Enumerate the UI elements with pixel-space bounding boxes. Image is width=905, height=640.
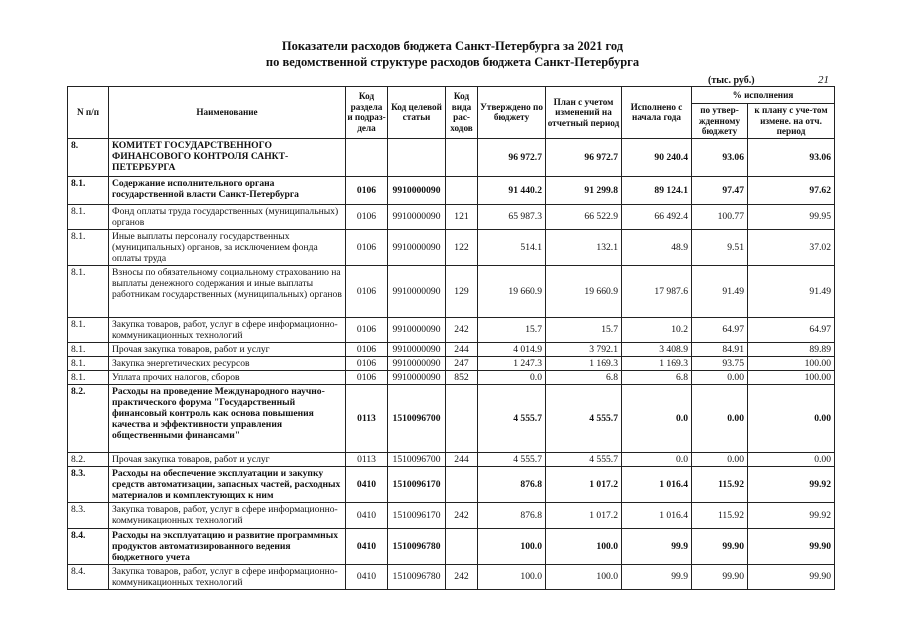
row-name-cell: Закупка товаров, работ, услуг в сфере информационно-коммуникационных технологий [109, 317, 346, 342]
plan-value-cell: 91 299.8 [546, 176, 622, 204]
pct-plan-cell: 37.02 [748, 229, 835, 265]
target-code-cell: 9910000090 [388, 317, 446, 342]
pct-plan-cell: 89.89 [748, 342, 835, 356]
vid-code-cell [446, 528, 478, 564]
executed-value-cell: 17 987.6 [622, 265, 692, 317]
razdel-code-cell: 0106 [346, 317, 388, 342]
pct-plan-cell: 100.00 [748, 370, 835, 384]
target-code-cell [388, 138, 446, 176]
target-code-cell: 9910000090 [388, 265, 446, 317]
row-name-cell: Взносы по обязательному социальному страхованию на выплаты денежного содержания и иные выплаты работникам государственных (муниципальных) органов [109, 265, 346, 317]
table-row [68, 370, 835, 384]
row-number-cell: 8.1. [68, 176, 109, 204]
razdel-code-cell: 0106 [346, 370, 388, 384]
pct-plan-cell: 99.92 [748, 466, 835, 502]
pct-plan-cell: 93.06 [748, 138, 835, 176]
pct-plan-cell: 99.92 [748, 502, 835, 528]
col-target-header: Код целевой статьи [388, 87, 446, 139]
row-name-cell: Расходы на проведение Международного научно-практического форума "Государственный финансовый контроль как основа повышения качества и эффективности управления общественными финансами" [109, 384, 346, 452]
target-code-cell: 9910000090 [388, 204, 446, 229]
target-code-cell: 1510096780 [388, 564, 446, 589]
executed-value-cell: 89 124.1 [622, 176, 692, 204]
razdel-code-cell: 0106 [346, 204, 388, 229]
pct-plan-cell: 99.90 [748, 564, 835, 589]
razdel-code-cell: 0410 [346, 466, 388, 502]
target-code-cell: 1510096170 [388, 466, 446, 502]
pct-approved-cell: 84.91 [692, 342, 748, 356]
table-row [68, 342, 835, 356]
pct-plan-cell: 64.97 [748, 317, 835, 342]
razdel-code-cell: 0106 [346, 176, 388, 204]
row-number-cell: 8.1. [68, 356, 109, 370]
pct-approved-cell: 115.92 [692, 502, 748, 528]
pct-approved-cell: 0.00 [692, 384, 748, 452]
row-number-cell: 8. [68, 138, 109, 176]
approved-value-cell: 65 987.3 [478, 204, 546, 229]
pct-approved-cell: 115.92 [692, 466, 748, 502]
approved-value-cell: 876.8 [478, 466, 546, 502]
pct-plan-cell: 0.00 [748, 384, 835, 452]
col-razdel-header: Код раздела и подраз-дела [346, 87, 388, 139]
plan-value-cell: 3 792.1 [546, 342, 622, 356]
col-pct-group-header: % исполнения [692, 87, 835, 104]
page-number: 21 [818, 74, 829, 86]
pct-approved-cell: 97.47 [692, 176, 748, 204]
executed-value-cell: 90 240.4 [622, 138, 692, 176]
approved-value-cell: 91 440.2 [478, 176, 546, 204]
plan-value-cell: 66 522.9 [546, 204, 622, 229]
plan-value-cell: 4 555.7 [546, 452, 622, 466]
row-number-cell: 8.4. [68, 564, 109, 589]
table-row [68, 138, 835, 176]
plan-value-cell: 100.0 [546, 528, 622, 564]
executed-value-cell: 1 016.4 [622, 502, 692, 528]
razdel-code-cell: 0106 [346, 342, 388, 356]
row-name-cell: Прочая закупка товаров, работ и услуг [109, 342, 346, 356]
pct-approved-cell: 99.90 [692, 528, 748, 564]
pct-plan-cell: 99.95 [748, 204, 835, 229]
vid-code-cell: 242 [446, 502, 478, 528]
approved-value-cell: 876.8 [478, 502, 546, 528]
row-name-cell: Расходы на эксплуатацию и развитие программных продуктов автоматизированного ведения бюджетного учета [109, 528, 346, 564]
table-row [68, 265, 835, 317]
plan-value-cell: 4 555.7 [546, 384, 622, 452]
plan-value-cell: 1 017.2 [546, 466, 622, 502]
executed-value-cell: 99.9 [622, 528, 692, 564]
target-code-cell: 1510096700 [388, 384, 446, 452]
vid-code-cell [446, 138, 478, 176]
razdel-code-cell: 0106 [346, 356, 388, 370]
pct-plan-cell: 91.49 [748, 265, 835, 317]
row-name-cell: Закупка энергетических ресурсов [109, 356, 346, 370]
target-code-cell: 9910000090 [388, 229, 446, 265]
col-pct-plan-header: к плану с уче-том измене. на отч. период [748, 104, 835, 139]
table-row [68, 502, 835, 528]
plan-value-cell: 96 972.7 [546, 138, 622, 176]
row-name-cell: Закупка товаров, работ, услуг в сфере информационно-коммуникационных технологий [109, 502, 346, 528]
row-number-cell: 8.1. [68, 342, 109, 356]
approved-value-cell: 4 014.9 [478, 342, 546, 356]
vid-code-cell: 129 [446, 265, 478, 317]
row-name-cell: Расходы на обеспечение эксплуатации и закупку средств автоматизации, запасных частей, расходных материалов и комплектующих к ним [109, 466, 346, 502]
col-vid-header: Код вида рас-ходов [446, 87, 478, 139]
vid-code-cell: 247 [446, 356, 478, 370]
executed-value-cell: 0.0 [622, 384, 692, 452]
row-name-cell: КОМИТЕТ ГОСУДАРСТВЕННОГО ФИНАНСОВОГО КОНТРОЛЯ САНКТ-ПЕТЕРБУРГА [109, 138, 346, 176]
col-no-header: N п/п [68, 87, 109, 139]
razdel-code-cell [346, 138, 388, 176]
target-code-cell: 9910000090 [388, 176, 446, 204]
vid-code-cell: 121 [446, 204, 478, 229]
plan-value-cell: 15.7 [546, 317, 622, 342]
row-number-cell: 8.1. [68, 204, 109, 229]
row-name-cell: Уплата прочих налогов, сборов [109, 370, 346, 384]
row-name-cell: Содержание исполнительного органа государственной власти Санкт-Петербурга [109, 176, 346, 204]
razdel-code-cell: 0113 [346, 452, 388, 466]
row-number-cell: 8.1. [68, 265, 109, 317]
target-code-cell: 9910000090 [388, 342, 446, 356]
approved-value-cell: 19 660.9 [478, 265, 546, 317]
target-code-cell: 1510096700 [388, 452, 446, 466]
razdel-code-cell: 0106 [346, 265, 388, 317]
razdel-code-cell: 0113 [346, 384, 388, 452]
col-pct-approved-header: по утвер-жденному бюджету [692, 104, 748, 139]
col-approved-header: Утверждено по бюджету [478, 87, 546, 139]
row-number-cell: 8.4. [68, 528, 109, 564]
executed-value-cell: 48.9 [622, 229, 692, 265]
plan-value-cell: 1 017.2 [546, 502, 622, 528]
target-code-cell: 9910000090 [388, 356, 446, 370]
units-label: (тыс. руб.) [708, 75, 755, 86]
pct-approved-cell: 100.77 [692, 204, 748, 229]
table-row [68, 384, 835, 452]
approved-value-cell: 1 247.3 [478, 356, 546, 370]
vid-code-cell: 242 [446, 317, 478, 342]
approved-value-cell: 15.7 [478, 317, 546, 342]
pct-approved-cell: 0.00 [692, 452, 748, 466]
table-body [68, 138, 835, 589]
vid-code-cell: 852 [446, 370, 478, 384]
approved-value-cell: 514.1 [478, 229, 546, 265]
executed-value-cell: 1 169.3 [622, 356, 692, 370]
table-row [68, 176, 835, 204]
executed-value-cell: 3 408.9 [622, 342, 692, 356]
plan-value-cell: 100.0 [546, 564, 622, 589]
row-name-cell: Фонд оплаты труда государственных (муниципальных) органов [109, 204, 346, 229]
row-number-cell: 8.1. [68, 229, 109, 265]
table-row [68, 356, 835, 370]
pct-plan-cell: 0.00 [748, 452, 835, 466]
plan-value-cell: 1 169.3 [546, 356, 622, 370]
row-number-cell: 8.3. [68, 466, 109, 502]
col-name-header: Наименование [109, 87, 346, 139]
table-row [68, 229, 835, 265]
vid-code-cell: 242 [446, 564, 478, 589]
executed-value-cell: 99.9 [622, 564, 692, 589]
approved-value-cell: 100.0 [478, 528, 546, 564]
row-number-cell: 8.3. [68, 502, 109, 528]
executed-value-cell: 10.2 [622, 317, 692, 342]
pct-plan-cell: 97.62 [748, 176, 835, 204]
row-number-cell: 8.2. [68, 452, 109, 466]
executed-value-cell: 6.8 [622, 370, 692, 384]
executed-value-cell: 66 492.4 [622, 204, 692, 229]
vid-code-cell: 122 [446, 229, 478, 265]
approved-value-cell: 0.0 [478, 370, 546, 384]
plan-value-cell: 132.1 [546, 229, 622, 265]
razdel-code-cell: 0410 [346, 528, 388, 564]
col-executed-header: Исполнено с начала года [622, 87, 692, 139]
table-row [68, 204, 835, 229]
target-code-cell: 1510096170 [388, 502, 446, 528]
plan-value-cell: 19 660.9 [546, 265, 622, 317]
document-title-line-2: по ведомственной структуре расходов бюджета Санкт-Петербурга [265, 55, 640, 69]
col-plan-header: План с учетом изменений на отчетный период [546, 87, 622, 139]
executed-value-cell: 1 016.4 [622, 466, 692, 502]
pct-approved-cell: 0.00 [692, 370, 748, 384]
pct-approved-cell: 99.90 [692, 564, 748, 589]
vid-code-cell [446, 176, 478, 204]
row-number-cell: 8.2. [68, 384, 109, 452]
vid-code-cell: 244 [446, 342, 478, 356]
row-number-cell: 8.1. [68, 317, 109, 342]
target-code-cell: 9910000090 [388, 370, 446, 384]
plan-value-cell: 6.8 [546, 370, 622, 384]
pct-plan-cell: 100.00 [748, 356, 835, 370]
razdel-code-cell: 0410 [346, 564, 388, 589]
row-name-cell: Иные выплаты персоналу государственных (муниципальных) органов, за исключением фонда оплаты труда [109, 229, 346, 265]
row-name-cell: Закупка товаров, работ, услуг в сфере информационно-коммуникационных технологий [109, 564, 346, 589]
row-number-cell: 8.1. [68, 370, 109, 384]
pct-plan-cell: 99.90 [748, 528, 835, 564]
pct-approved-cell: 91.49 [692, 265, 748, 317]
approved-value-cell: 4 555.7 [478, 384, 546, 452]
pct-approved-cell: 9.51 [692, 229, 748, 265]
approved-value-cell: 100.0 [478, 564, 546, 589]
table-row [68, 564, 835, 589]
razdel-code-cell: 0410 [346, 502, 388, 528]
table-header [68, 87, 835, 139]
table-row [68, 452, 835, 466]
approved-value-cell: 4 555.7 [478, 452, 546, 466]
row-name-cell: Прочая закупка товаров, работ и услуг [109, 452, 346, 466]
vid-code-cell [446, 384, 478, 452]
table-row [68, 317, 835, 342]
razdel-code-cell: 0106 [346, 229, 388, 265]
approved-value-cell: 96 972.7 [478, 138, 546, 176]
document-title-line-1: Показатели расходов бюджета Санкт-Петербурга за 2021 год [281, 39, 624, 53]
vid-code-cell: 244 [446, 452, 478, 466]
table-row [68, 528, 835, 564]
executed-value-cell: 0.0 [622, 452, 692, 466]
target-code-cell: 1510096780 [388, 528, 446, 564]
budget-table [67, 86, 835, 590]
pct-approved-cell: 93.75 [692, 356, 748, 370]
pct-approved-cell: 93.06 [692, 138, 748, 176]
vid-code-cell [446, 466, 478, 502]
pct-approved-cell: 64.97 [692, 317, 748, 342]
table-row [68, 466, 835, 502]
